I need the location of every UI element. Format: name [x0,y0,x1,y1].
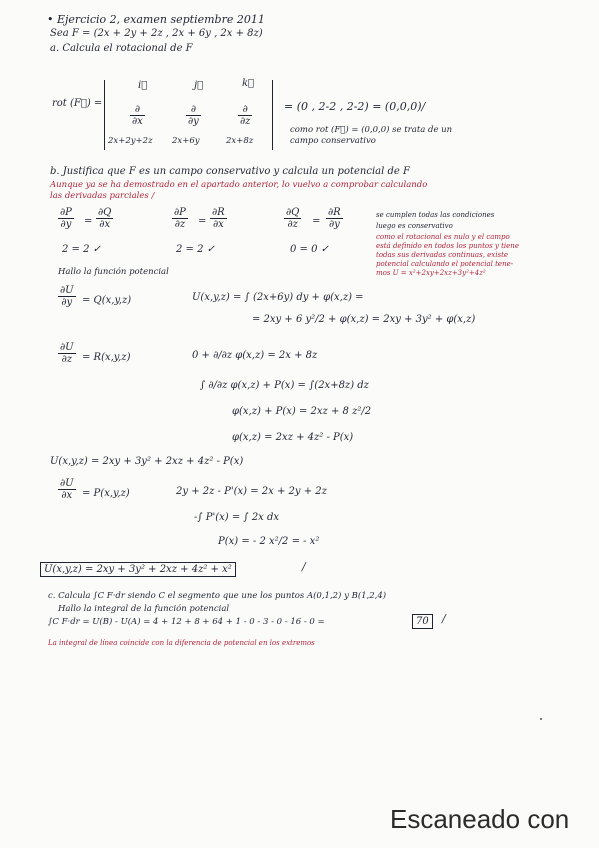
u-line-1: U(x,y,z) = ∫ (2x+6y) dy + φ(x,z) = [192,292,364,303]
dU-dy [58,285,76,308]
dQ-num-2: ∂Q [286,207,300,218]
dU-dz [58,342,76,365]
dQ-den: ∂x [99,219,111,230]
final-potential-mark: / [302,560,306,573]
part-c-hallo: Hallo la integral de la función potencial [58,604,230,614]
dP-num-2: ∂P [174,207,186,218]
dR-num-2: ∂R [328,207,341,218]
unit-i: i⃗ [138,80,148,91]
phi-line-2: ∫ ∂/∂z φ(x,z) + P(x) = ∫(2x+8z) dz [200,380,369,391]
dP-den-2: ∂z [174,219,186,230]
det-right-bar [272,80,273,150]
eq-P: = P(x,y,z) [82,488,130,499]
dR-num: ∂R [212,207,225,218]
component-r: 2x+8z [226,136,254,146]
partial-num: ∂ [242,104,248,115]
dR-dy [326,207,343,230]
scanner-watermark-text: Escaneado con [390,806,570,834]
rot-lhs: rot (F⃗) = [52,98,103,109]
partial-y [186,104,201,127]
part-c-calc: ∫C F·dr = U(B) - U(A) = 4 + 12 + 8 + 64 + 1 - 0 - 3 - 0 - 16 - 0 = [48,617,325,627]
part-b-note-1: Aunque ya se ha demostrado en el apartado anterior, lo vuelvo a comprobar calculando [50,180,428,190]
scanner-watermark [388,806,599,834]
eq-R: = R(x,y,z) [82,352,131,363]
eq-Q: = Q(x,y,z) [82,295,132,306]
dR-dx [210,207,227,230]
hallo-potential: Hallo la función potencial [58,267,169,277]
exercise-heading: • Ejercicio 2, examen septiembre 2011 [47,13,265,26]
partial-x [130,104,145,127]
phi-line-3: φ(x,z) + P(x) = 2xz + 8 z²/2 [232,406,372,417]
field-definition: Sea F = (2x + 2y + 2z , 2x + 6y , 2x + 8z) [50,28,263,39]
check-1: 2 = 2 ✓ [62,244,102,255]
part-b-label: b. Justifica que F es un campo conservativo y calcula un potencial de F [50,166,410,177]
dR-den-2: ∂y [328,219,340,230]
part-c-mark: / [442,612,446,625]
check-3: 0 = 0 ✓ [290,244,330,255]
partial-z [238,104,252,127]
part-c-conclusion: La integral de línea coincide con la diferencia de potencial en los extremos [48,639,315,647]
partial-num: ∂ [134,104,140,115]
component-p: 2x+2y+2z [108,136,153,146]
rot-note-1: como rot (F⃗) = (0,0,0) se trata de un [290,125,453,135]
b-note-1: se cumplen todas las condiciones [376,211,495,219]
part-a-label: a. Calcula el rotacional de F [50,43,193,54]
rot-result: = (0 , 2-2 , 2-2) = (0,0,0)/ [284,100,426,113]
dQ-dx [96,207,113,230]
part-b-note-2: las derivadas parciales / [50,191,155,201]
b-note-4: está definido en todos los puntos y tiene [376,242,519,250]
dP-den: ∂y [60,219,72,230]
part-c-result: 70 [412,614,433,629]
dU-den: ∂y [61,297,73,308]
dR-den: ∂x [212,219,224,230]
dQ-num: ∂Q [98,207,112,218]
unit-j: j⃗ [194,80,204,91]
px-line-2: -∫ P'(x) = ∫ 2x dx [194,512,280,523]
dU-den-3: ∂x [61,490,73,501]
part-c-label: c. Calcula ∫C F·dr siendo C el segmento que une los puntos A(0,1,2) y B(1,2,4) [48,591,387,601]
final-potential-box: U(x,y,z) = 2xy + 3y² + 2xz + 4z² + x² [40,562,236,577]
unit-k: k⃗ [242,78,255,89]
check-2: 2 = 2 ✓ [176,244,216,255]
dP-dz [172,207,188,230]
phi-line-4: φ(x,z) = 2xz + 4z² - P(x) [232,432,354,443]
u-line-3: U(x,y,z) = 2xy + 3y² + 2xz + 4z² - P(x) [50,456,244,467]
partial-den-z: ∂z [240,116,251,127]
det-left-bar [104,80,105,150]
dU-num: ∂U [60,285,74,296]
dU-num-2: ∂U [60,342,74,353]
dP-dy [58,207,74,230]
equals-sign-2: = [198,216,207,227]
equals-sign-1: = [84,216,93,227]
partial-den-y: ∂y [188,116,199,127]
dQ-den-2: ∂z [287,219,298,230]
u-line-2: = 2xy + 6 y²/2 + φ(x,z) = 2xy + 3y² + φ(x,z) [252,314,476,325]
px-line-1: 2y + 2z - P'(x) = 2x + 2y + 2z [176,486,327,497]
dQ-dz [284,207,301,230]
dP-num: ∂P [60,207,72,218]
b-note-3: como el rotacional es nulo y el campo [376,233,510,241]
scan-speck [540,718,542,720]
b-note-2: luego es conservativo [376,222,453,230]
rot-note-2: campo conservativo [290,136,376,146]
b-note-5: todas sus derivadas continuas, existe [376,251,509,259]
b-note-6: potencial calculando el potencial tene- [376,260,514,268]
px-line-3: P(x) = - 2 x²/2 = - x² [218,536,320,547]
phi-line-1: 0 + ∂/∂z φ(x,z) = 2x + 8z [192,350,318,361]
equals-sign-3: = [312,216,321,227]
partial-num: ∂ [190,104,196,115]
dU-den-2: ∂z [61,354,73,365]
dU-dx [58,478,76,501]
dU-num-3: ∂U [60,478,74,489]
b-note-7: mos U = x²+2xy+2xz+3y²+4z² [376,269,486,277]
partial-den-x: ∂x [132,116,143,127]
component-q: 2x+6y [172,136,200,146]
